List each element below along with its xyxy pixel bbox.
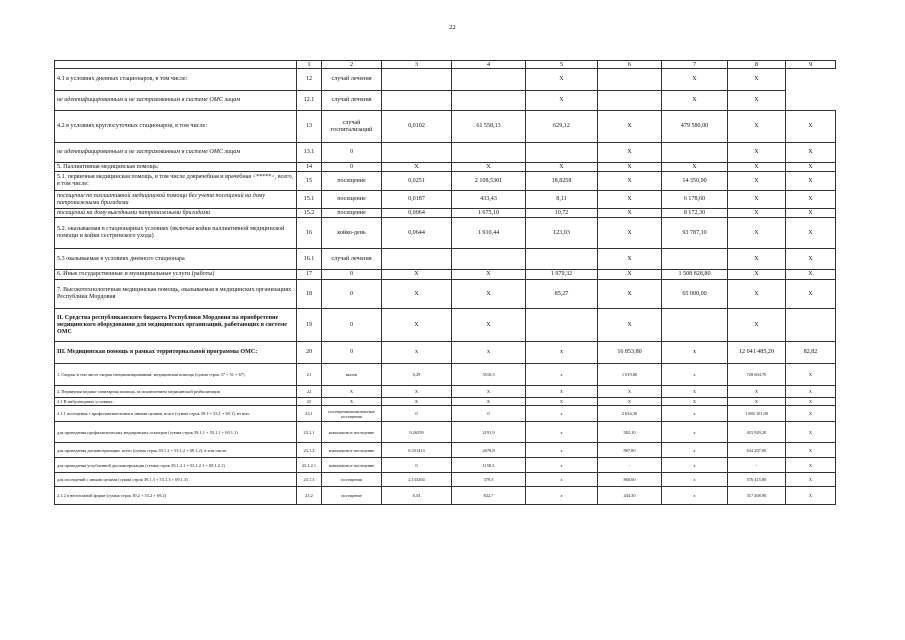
table-row: [55, 91, 836, 111]
table-cell: случай лечения: [322, 91, 382, 111]
table-cell: 14: [297, 163, 322, 172]
column-number: 9: [786, 61, 836, 69]
table-cell: 0: [322, 163, 382, 172]
table-cell: [382, 91, 452, 111]
table-cell: X: [526, 163, 598, 172]
table-cell: 0,26559: [382, 422, 452, 443]
table-cell: 433,43: [452, 191, 526, 209]
table-cell: 0: [322, 270, 382, 280]
table-row: [55, 342, 836, 364]
table-cell: X: [728, 270, 786, 280]
table-cell: 860,60: [598, 473, 662, 487]
table-cell: 12 041 485,20: [728, 342, 786, 364]
table-cell: [452, 69, 526, 91]
table-cell: X: [598, 398, 662, 406]
table-row: [55, 364, 836, 386]
table-cell: 576 415,80: [728, 473, 786, 487]
column-number-row: [55, 61, 836, 69]
table-cell: X: [598, 218, 662, 249]
table-cell: [662, 143, 728, 163]
column-number: 7: [662, 61, 728, 69]
table-cell: 0: [322, 143, 382, 163]
table-cell: X: [382, 309, 452, 342]
table-cell: X: [322, 386, 382, 398]
column-number: 5: [526, 61, 598, 69]
table-cell: X: [728, 111, 786, 143]
table-cell: X: [598, 386, 662, 398]
table-row: [55, 69, 836, 91]
table-cell: [452, 91, 526, 111]
table-cell: X: [598, 111, 662, 143]
table-row: [55, 458, 836, 473]
table-row: [55, 386, 836, 398]
table-cell: X: [786, 270, 836, 280]
table-cell: 17: [297, 270, 322, 280]
table-cell: X: [728, 249, 786, 270]
table-cell: X: [786, 209, 836, 218]
table-cell: 15.2: [297, 209, 322, 218]
table-cell: 0,0644: [382, 218, 452, 249]
column-number-blank: [55, 61, 297, 69]
table-cell: x: [662, 458, 728, 473]
table-cell: X: [786, 422, 836, 443]
table-cell: -: [598, 458, 662, 473]
table-cell: X: [322, 398, 382, 406]
table-cell: 6 178,60: [662, 191, 728, 209]
table-cell: 16: [297, 218, 322, 249]
table-cell: 0,331413: [382, 443, 452, 458]
table-cell: x: [526, 422, 598, 443]
row-label: 1. Скорая, в том числе скорая специализированная, медицинская помощь (сумма строк 37 + 51 + 67): [55, 364, 297, 386]
table-cell: комплексное посещение: [322, 422, 382, 443]
table-cell: 23.1.2: [297, 443, 322, 458]
table-cell: X: [786, 218, 836, 249]
table-cell: 1 019,80: [598, 364, 662, 386]
table-cell: посещения/комплексные посещения: [322, 406, 382, 422]
table-cell: 65 000,00: [662, 280, 728, 309]
table-cell: [662, 249, 728, 270]
table-cell: x: [452, 342, 526, 364]
table-cell: X: [662, 386, 728, 398]
table-cell: x: [382, 342, 452, 364]
table-cell: X: [662, 163, 728, 172]
row-label: не идентифицированным и не застрахованным в системе ОМС лицам: [55, 143, 297, 163]
table-cell: 12.1: [297, 91, 322, 111]
table-row: [55, 473, 836, 487]
table-cell: X: [728, 309, 786, 342]
table-cell: 317 408,90: [728, 487, 786, 505]
row-label: не идентифицированным и не застрахованным в системе ОМС лицам: [55, 91, 297, 111]
table-cell: посещение: [322, 191, 382, 209]
table-cell: -: [728, 458, 786, 473]
table-cell: X: [452, 280, 526, 309]
table-row: [55, 218, 836, 249]
row-label: 7. Высокотехнологичная медицинская помощь, оказываемая в медицинских организациях Республики Мордовия: [55, 280, 297, 309]
table-cell: [452, 249, 526, 270]
table-cell: койко-день: [322, 218, 382, 249]
table-cell: x: [526, 487, 598, 505]
row-label: 2.1 В амбулаторных условиях:: [55, 398, 297, 406]
table-cell: X: [382, 163, 452, 172]
table-cell: 582,10: [598, 422, 662, 443]
table-cell: 19: [297, 309, 322, 342]
table-cell: [382, 249, 452, 270]
table-cell: комплексное посещение: [322, 458, 382, 473]
table-cell: 13.1: [297, 143, 322, 163]
table-cell: посещения: [322, 473, 382, 487]
table-cell: X: [526, 91, 598, 111]
row-label: 4.2 в условиях круглосуточных стационаров, в том числе:: [55, 111, 297, 143]
table-cell: 728 604,70: [728, 364, 786, 386]
table-cell: 0,54: [382, 487, 452, 505]
table-cell: 444,30: [598, 487, 662, 505]
table-cell: X: [598, 309, 662, 342]
table-cell: 23.1: [297, 406, 322, 422]
table-cell: X: [786, 473, 836, 487]
row-label: 2.1.1 посещения с профилактическими и иными целями, всего (сумма строк 39.1 + 53.1 + 69.1), из них:: [55, 406, 297, 422]
table-cell: x: [662, 443, 728, 458]
table-cell: 822,7: [452, 487, 526, 505]
table-cell: [526, 309, 598, 342]
column-number: 6: [598, 61, 662, 69]
table-cell: 123,03: [526, 218, 598, 249]
table-cell: 0: [382, 406, 452, 422]
table-cell: 415 929,20: [728, 422, 786, 443]
page-number: 22: [449, 24, 456, 31]
table-cell: 0,0102: [382, 111, 452, 143]
row-label: для проведения профилактических медицинских осмотров (сумма строк 39.1.1 + 53.1.1 + 69.1.1): [55, 422, 297, 443]
table-cell: X: [786, 487, 836, 505]
table-cell: X: [598, 249, 662, 270]
table-cell: X: [598, 209, 662, 218]
table-row: [55, 143, 836, 163]
table-cell: 3516,5: [452, 364, 526, 386]
table-cell: 21: [297, 364, 322, 386]
table-row: [55, 443, 836, 458]
table-cell: X: [662, 91, 728, 111]
row-label: для посещений с иными целями (сумма строк 39.1.3 + 53.1.3 + 69.1.3): [55, 473, 297, 487]
table-row: [55, 111, 836, 143]
row-label: 5.2. оказываемая в стационарных условиях (включая койки паллиативной медицинской помощи и койки сестринского ухода): [55, 218, 297, 249]
table-cell: 22: [297, 386, 322, 398]
table-cell: [526, 249, 598, 270]
table-cell: X: [598, 163, 662, 172]
row-label: 5. Паллиативная медицинская помощь:: [55, 163, 297, 172]
table-cell: X: [728, 209, 786, 218]
table-cell: 1 910,44: [452, 218, 526, 249]
table-cell: 10,72: [526, 209, 598, 218]
table-cell: 2678,8: [452, 443, 526, 458]
table-cell: X: [598, 270, 662, 280]
row-label: 4.1 в условиях дневных стационаров, в том числе:: [55, 69, 297, 91]
table-cell: X: [452, 386, 526, 398]
table-cell: 16.1: [297, 249, 322, 270]
table-cell: 0: [382, 458, 452, 473]
table-cell: x: [526, 364, 598, 386]
table-cell: X: [786, 143, 836, 163]
table-cell: X: [452, 398, 526, 406]
table-cell: 23.1.1: [297, 422, 322, 443]
table-cell: посещение: [322, 487, 382, 505]
table-cell: [598, 69, 662, 91]
table-cell: x: [662, 422, 728, 443]
table-cell: 23.1.2.1: [297, 458, 322, 473]
table-cell: 0,29: [382, 364, 452, 386]
table-cell: X: [452, 163, 526, 172]
table-cell: X: [728, 191, 786, 209]
table-cell: случай госпитализаций: [322, 111, 382, 143]
table-cell: 1 675,10: [452, 209, 526, 218]
table-cell: x: [662, 473, 728, 487]
table-cell: [662, 309, 728, 342]
row-label: III. Медицинская помощь в рамках территориальной программы ОМС:: [55, 342, 297, 364]
table-cell: x: [662, 406, 728, 422]
table-cell: случай лечения: [322, 249, 382, 270]
table-cell: 0: [322, 342, 382, 364]
table-cell: X: [382, 280, 452, 309]
table-cell: случай лечения: [322, 69, 382, 91]
table-row: [55, 280, 836, 309]
table-cell: X: [598, 280, 662, 309]
table-cell: X: [728, 280, 786, 309]
table-row: [55, 249, 836, 270]
table-cell: x: [526, 342, 598, 364]
table-cell: [382, 69, 452, 91]
table-cell: X: [526, 398, 598, 406]
table-row: [55, 172, 836, 191]
table-cell: 1 508 828,80: [662, 270, 728, 280]
table-cell: 0,0064: [382, 209, 452, 218]
table-cell: X: [526, 69, 598, 91]
table-cell: x: [526, 473, 598, 487]
table-cell: X: [786, 406, 836, 422]
table-cell: 0: [322, 309, 382, 342]
table-cell: X: [786, 280, 836, 309]
table-cell: 634 207,00: [728, 443, 786, 458]
table-cell: 20: [297, 342, 322, 364]
table-cell: x: [662, 487, 728, 505]
table-cell: x: [526, 406, 598, 422]
column-number: 3: [382, 61, 452, 69]
row-label: 2.1.2 в неотложной форме (сумма строк 39.2 + 53.2 + 69.2): [55, 487, 297, 505]
table-cell: x: [662, 364, 728, 386]
table-cell: 12: [297, 69, 322, 91]
table-cell: 8,11: [526, 191, 598, 209]
table-cell: 1 979,32: [526, 270, 598, 280]
table-cell: [786, 309, 836, 342]
table-cell: комплексное посещение: [322, 443, 382, 458]
table-row: [55, 422, 836, 443]
table-cell: X: [786, 172, 836, 191]
table-cell: [382, 143, 452, 163]
column-number: 1: [297, 61, 322, 69]
row-label: для проведения диспансеризации, всего (сумма строк 39.1.2 + 53.1.2 + 69.1.2), в том числе:: [55, 443, 297, 458]
table-cell: 93 787,10: [662, 218, 728, 249]
column-number: 2: [322, 61, 382, 69]
table-cell: X: [728, 69, 786, 91]
table-cell: X: [786, 364, 836, 386]
table-cell: X: [662, 398, 728, 406]
table-cell: 16 853,80: [598, 342, 662, 364]
table-cell: вызов: [322, 364, 382, 386]
table-cell: X: [598, 143, 662, 163]
row-label: для проведения углубленной диспансеризации (сумма строк 39.1.2.1 + 53.1.2.1 + 69.1.2.1): [55, 458, 297, 473]
table-cell: x: [526, 458, 598, 473]
row-label: 5.3 оказываемая в условиях дневного стационара: [55, 249, 297, 270]
table-cell: 2,133264: [382, 473, 452, 487]
column-number: 8: [728, 61, 786, 69]
table-row: [55, 191, 836, 209]
table-cell: x: [662, 342, 728, 364]
row-label: посещений на дому выездными патронажными бригадами: [55, 209, 297, 218]
table-cell: 23.1.3: [297, 473, 322, 487]
table-cell: 18: [297, 280, 322, 309]
table-cell: 0: [322, 280, 382, 309]
table-cell: посещение: [322, 209, 382, 218]
row-label: II. Средства республиканского бюджета Республики Мордовия на приобретение медицинского оборудования для медицинских организаций, работающих в системе ОМС: [55, 309, 297, 342]
budget-table: [54, 60, 836, 505]
table-cell: X: [598, 172, 662, 191]
table-cell: [598, 91, 662, 111]
table-cell: 15.1: [297, 191, 322, 209]
table-cell: 18,8258: [526, 172, 598, 191]
table-cell: X: [382, 270, 452, 280]
table-cell: [526, 143, 598, 163]
table-cell: X: [728, 386, 786, 398]
table-row: [55, 209, 836, 218]
table-cell: X: [786, 163, 836, 172]
table-cell: X: [786, 191, 836, 209]
table-cell: X: [786, 249, 836, 270]
table-cell: 13: [297, 111, 322, 143]
table-cell: X: [728, 172, 786, 191]
table-cell: 2 108,5301: [452, 172, 526, 191]
table-cell: 1 882 101,00: [728, 406, 786, 422]
table-cell: X: [452, 309, 526, 342]
table-cell: X: [382, 398, 452, 406]
table-cell: 1158,3: [452, 458, 526, 473]
row-label: посещение по паллиативной медицинской помощи без учета посещений на дому патронажными бригадами: [55, 191, 297, 209]
table-cell: X: [728, 218, 786, 249]
table-cell: 8 172,30: [662, 209, 728, 218]
table-cell: X: [786, 458, 836, 473]
table-cell: X: [662, 69, 728, 91]
table-cell: X: [786, 111, 836, 143]
table-cell: 0,0251: [382, 172, 452, 191]
table-cell: X: [728, 163, 786, 172]
table-cell: X: [598, 191, 662, 209]
table-cell: X: [786, 443, 836, 458]
table-cell: 479 580,00: [662, 111, 728, 143]
row-label: 6. Иные государственные и муниципальные услуги (работы): [55, 270, 297, 280]
table-row: [55, 163, 836, 172]
row-label: 5.1. первичная медицинская помощь, в том числе доврачебная и врачебная <*****>, всего, в том числе:: [55, 172, 297, 191]
table-cell: 85,27: [526, 280, 598, 309]
column-number: 4: [452, 61, 526, 69]
table-cell: X: [786, 398, 836, 406]
table-cell: X: [526, 386, 598, 398]
table-cell: 23: [297, 398, 322, 406]
table-cell: X: [728, 91, 786, 111]
table-cell: 0,0187: [382, 191, 452, 209]
table-cell: X: [382, 386, 452, 398]
table-cell: 23.2: [297, 487, 322, 505]
table-cell: 61 558,13: [452, 111, 526, 143]
row-label: 2. Первичная медико-санитарная помощь, за исключением медицинской реабилитации: [55, 386, 297, 398]
table-cell: посещение: [322, 172, 382, 191]
table-row: [55, 270, 836, 280]
table-row: [55, 309, 836, 342]
table-cell: X: [728, 143, 786, 163]
table-cell: X: [728, 398, 786, 406]
table-cell: 82,82: [786, 342, 836, 364]
table-cell: X: [786, 386, 836, 398]
table-cell: 15: [297, 172, 322, 191]
table-row: [55, 406, 836, 422]
table-cell: 2191,9: [452, 422, 526, 443]
table-cell: 629,12: [526, 111, 598, 143]
table-row: [55, 398, 836, 406]
table-cell: 379,5: [452, 473, 526, 487]
table-cell: 14 350,90: [662, 172, 728, 191]
table-cell: 2 634,30: [598, 406, 662, 422]
table-cell: X: [452, 270, 526, 280]
table-cell: x: [526, 443, 598, 458]
table-row: [55, 487, 836, 505]
table-cell: 887,80: [598, 443, 662, 458]
table-cell: [452, 143, 526, 163]
table-cell: 0: [452, 406, 526, 422]
